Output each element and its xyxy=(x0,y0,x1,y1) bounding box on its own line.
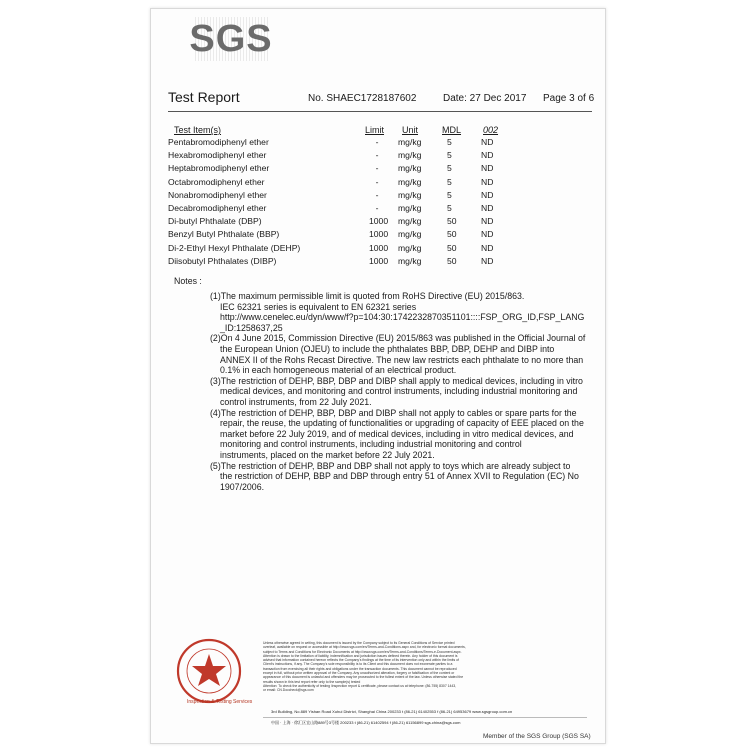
note-line: 1907/2006. xyxy=(220,481,265,492)
legal-line: overleaf, available on request or accessible at http://www.sgs.com/en/Terms-and-Conditions.aspx and, for electronic format documents, xyxy=(263,645,466,650)
cell-test-item: Di-2-Ethyl Hexyl Phthalate (DEHP) xyxy=(168,242,301,253)
legal-line: Attention is drawn to the limitation of liability, indemnification and jurisdiction issues defined therein. Any holder of this document is xyxy=(263,653,458,658)
cell-unit: mg/kg xyxy=(398,137,422,147)
cell-result: ND xyxy=(481,163,494,174)
note-line: (2)On 4 June 2015, Commission Directive (EU) 2015/863 was published in the Official Journal of xyxy=(210,333,586,344)
note-line: medical devices, and monitoring and control instruments, including industrial monitoring and xyxy=(220,386,578,397)
note-3 xyxy=(210,376,590,408)
footer-divider xyxy=(263,717,587,718)
note-line: repair, the reuse, the updating of functionalities or upgrading of capacity of EEE placed on the xyxy=(220,418,584,429)
footer-address-en: 3rd Building, No.889 Yishan Road Xuhui District, Shanghai China 200233 t (86-21) 61402553 f (86-21) 64953679 www.sgsgroup.com.cn xyxy=(271,709,513,714)
cell-unit: mg/kg xyxy=(398,163,422,174)
cell-unit: mg/kg xyxy=(398,202,422,213)
note-1 xyxy=(210,291,590,333)
legal-line: appearance of this document is unlawful and offenders may be prosecuted to the fullest extent of the law. Unless otherwise stated the xyxy=(263,675,464,680)
cell-limit: 1000 xyxy=(369,242,389,253)
cell-mdl: 5 xyxy=(447,137,452,147)
note-5 xyxy=(210,461,590,493)
legal-line: except in full, without prior written approval of the Company. Any unauthorized alteration, forgery or falsification of the content or xyxy=(263,671,455,676)
footer-address-cn: 中国 · 上海 · 徐汇区宜山路889号3号楼 200233 t (86-21) 61402594 f (86-21) 61156899 sgs.china@sgs.com xyxy=(271,720,461,725)
cell-mdl: 5 xyxy=(447,202,452,213)
note-line: monitoring and control instruments, including industrial monitoring and control xyxy=(220,439,522,450)
table-row xyxy=(151,243,605,256)
cell-mdl: 50 xyxy=(447,242,457,253)
cell-test-item: Octabromodiphenyl ether xyxy=(168,176,265,187)
table-row xyxy=(151,163,605,176)
table-row xyxy=(151,256,605,269)
note-line: (3)The restriction of DEHP, BBP, DBP and DIBP shall apply to medical devices, including in vitro xyxy=(210,375,583,386)
note-line: (5)The restriction of DEHP, BBP and DBP shall not apply to toys which are already subject to xyxy=(210,460,571,471)
cell-result: ND xyxy=(481,150,494,161)
legal-line: Attention: To check the authenticity of testing /inspection report & certificate, please contact us at telephone: (86-755) 8307 1443, xyxy=(263,683,457,688)
column-header-test-item: Test Item(s) xyxy=(174,125,222,135)
document-page xyxy=(150,8,606,744)
cell-result: ND xyxy=(481,189,494,200)
cell-test-item: Heptabromodiphenyl ether xyxy=(168,163,270,174)
cell-mdl: 5 xyxy=(447,150,452,161)
report-number: No. SHAEC1728187602 xyxy=(308,93,417,104)
legal-disclaimer xyxy=(263,641,585,693)
cell-result: ND xyxy=(481,202,494,213)
cell-limit: - xyxy=(375,150,379,161)
member-notice: Member of the SGS Group (SGS SA) xyxy=(483,733,591,740)
cell-test-item: Hexabromodiphenyl ether xyxy=(168,150,267,161)
note-2 xyxy=(210,333,590,375)
cell-mdl: 5 xyxy=(447,163,452,174)
cell-limit: - xyxy=(375,189,379,200)
table-row xyxy=(151,190,605,203)
notes-section xyxy=(210,291,590,492)
cell-result: ND xyxy=(481,242,494,253)
table-row xyxy=(151,216,605,229)
notes-label: Notes : xyxy=(174,276,202,286)
star-icon xyxy=(192,654,226,686)
cell-unit: mg/kg xyxy=(398,229,422,240)
cell-result: ND xyxy=(481,255,494,266)
cell-limit: - xyxy=(375,163,379,174)
cell-test-item: Diisobutyl Phthalates (DIBP) xyxy=(168,255,277,266)
cell-mdl: 50 xyxy=(447,216,457,227)
cell-test-item: Pentabromodiphenyl ether xyxy=(168,137,269,147)
cell-limit: 1000 xyxy=(369,229,389,240)
cell-test-item: Decabromodiphenyl ether xyxy=(168,202,267,213)
note-line: instruments, placed on the market before 22 July 2021. xyxy=(220,449,435,460)
table-row xyxy=(151,177,605,190)
cell-unit: mg/kg xyxy=(398,216,422,227)
company-seal-stamp xyxy=(175,637,243,705)
cell-result: ND xyxy=(481,229,494,240)
stamp-caption: Inspection & Testing Services xyxy=(187,699,253,705)
cell-unit: mg/kg xyxy=(398,176,422,187)
cell-result: ND xyxy=(481,176,494,187)
report-date: Date: 27 Dec 2017 xyxy=(443,93,527,104)
legal-line: Unless otherwise agreed in writing, this document is issued by the Company subject to its General Conditions of Service printed xyxy=(263,641,455,645)
column-header-mdl: MDL xyxy=(442,125,462,135)
sgs-logo: SGS xyxy=(189,17,273,60)
note-line: market before 22 July 2019, and of medical devices, including in vitro medical devices, and xyxy=(220,428,574,439)
cell-result: ND xyxy=(481,216,494,227)
cell-unit: mg/kg xyxy=(398,150,422,161)
note-line: the European Union (OJEU) to include the phthalates BBP, DBP, DEHP and DIBP into xyxy=(220,343,555,354)
note-line: (1)The maximum permissible limit is quoted from RoHS Directive (EU) 2015/863. xyxy=(210,291,525,301)
note-line: 0.1% in each homogeneous material of an electrical product. xyxy=(220,365,457,376)
cell-limit: 1000 xyxy=(369,216,389,227)
note-line: IEC 62321 series is equivalent to EN 62321 series xyxy=(220,301,417,312)
cell-mdl: 5 xyxy=(447,176,452,187)
legal-line: advised that information contained hereon reflects the Company's findings at the time of its intervention only and within the limits of xyxy=(263,658,459,663)
cell-limit: 1000 xyxy=(369,255,389,266)
note-link[interactable]: http://www.cenelec.eu/dyn/www/f?p=104:30:1742232870351101::::FSP_ORG_ID,FSP_LANG xyxy=(220,312,585,323)
column-header-limit: Limit xyxy=(365,125,385,135)
cell-unit: mg/kg xyxy=(398,189,422,200)
cell-mdl: 5 xyxy=(447,189,452,200)
cell-result: ND xyxy=(481,137,494,147)
cell-test-item: Di-butyl Phthalate (DBP) xyxy=(168,216,262,227)
note-line: ANNEX II of the Rohs Recast Directive. The new law restricts each phthalate to no more than xyxy=(220,354,584,365)
legal-line: subject to Terms and Conditions for Electronic Documents at http://www.sgs.com/en/Terms-and-Conditions/Terms-e-Document.aspx. xyxy=(263,649,462,654)
header-divider xyxy=(168,111,592,112)
cell-limit: - xyxy=(375,202,379,213)
note-line: control instruments, from 22 July 2021. xyxy=(220,396,372,407)
table-row xyxy=(151,229,605,242)
legal-line: transaction from exercising all their rights and obligations under the transaction documents. This document cannot be reproduced xyxy=(263,666,457,671)
note-link[interactable]: _ID:1258637,25 xyxy=(220,322,283,333)
cell-test-item: Nonabromodiphenyl ether xyxy=(168,189,267,200)
legal-line: or email: CN.Doccheck@sgs.com xyxy=(263,688,314,693)
cell-unit: mg/kg xyxy=(398,242,422,253)
table-row xyxy=(151,150,605,163)
cell-test-item: Benzyl Butyl Phthalate (BBP) xyxy=(168,229,280,240)
legal-line: Client's instructions, if any. The Company's sole responsibility is to its Client and this document does not exonerate parties to a xyxy=(263,662,453,667)
table-row xyxy=(151,137,605,150)
page-number: Page 3 of 6 xyxy=(543,93,595,104)
cell-limit: - xyxy=(375,176,379,187)
note-4 xyxy=(210,408,590,461)
legal-line: results shown in this test report refer only to the sample(s) tested xyxy=(263,679,361,684)
note-line: the restriction of DEHP, BBP and DBP through entry 51 of Annex XVII to Regulation (EC) No xyxy=(220,471,579,482)
cell-limit: - xyxy=(375,137,379,147)
column-header-unit: Unit xyxy=(402,125,419,135)
note-line: (4)The restriction of DEHP, BBP, DBP and DIBP shall not apply to cables or spare parts for the xyxy=(210,407,577,418)
cell-mdl: 50 xyxy=(447,229,457,240)
column-header-002: 002 xyxy=(483,125,499,135)
cell-mdl: 50 xyxy=(447,255,457,266)
cell-unit: mg/kg xyxy=(398,255,422,266)
table-row xyxy=(151,203,605,216)
report-title: Test Report xyxy=(168,89,240,105)
results-table xyxy=(151,137,605,269)
